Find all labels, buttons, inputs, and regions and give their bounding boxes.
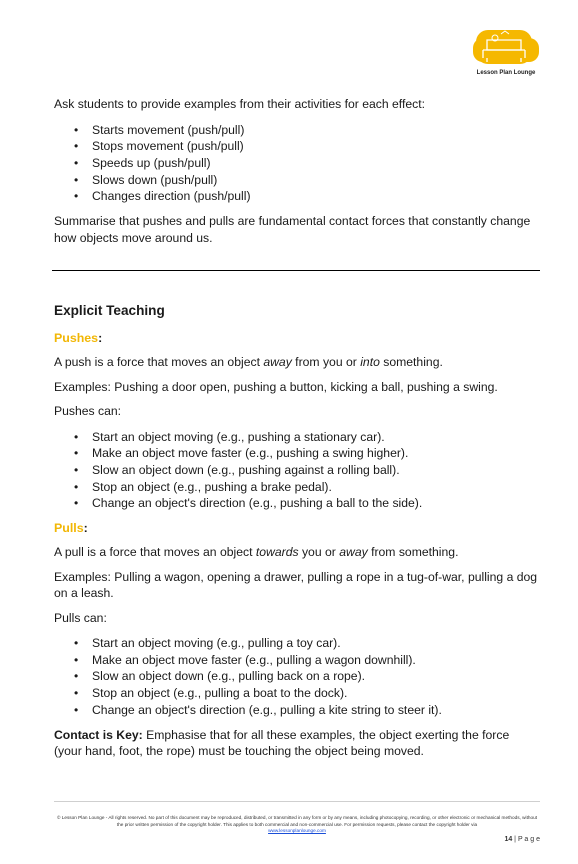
list-item: • Stops movement (push/pull) <box>54 138 540 155</box>
list-item: • Start an object moving (e.g., pushing a stationary car). <box>54 429 540 446</box>
copyright-text: © Lesson Plan Lounge - All rights reserved. No part of this document may be reproduced, distributed, or transmitted in any form or by any means, including photocopying, recording, or other electronic or mechanical methods, without the prior written permission of the copyright holder. This applies to both commercial and non-commercial use. For permission requests, please contact the copyright holder via <box>56 815 537 827</box>
list-item: • Make an object move faster (e.g., pushing a swing higher). <box>54 445 540 462</box>
pulls-list <box>54 635 540 719</box>
list-item: • Starts movement (push/pull) <box>54 122 540 139</box>
list-item: • Stop an object (e.g., pushing a brake pedal). <box>54 479 540 496</box>
list-item: • Make an object move faster (e.g., pulling a wagon downhill). <box>54 652 540 669</box>
pulls-subheading <box>54 520 540 536</box>
pulls-def-text: A pull is a force that moves an object <box>54 545 256 560</box>
pushes-definition <box>54 354 540 371</box>
list-item: • Start an object moving (e.g., pulling a toy car). <box>54 635 540 652</box>
pushes-def-text: A push is a force that moves an object <box>54 355 264 370</box>
pulls-def-text: you or <box>298 545 340 560</box>
pulls-definition <box>54 544 540 561</box>
list-item: • Slow an object down (e.g., pushing against a rolling ball). <box>54 462 540 479</box>
section-divider <box>52 270 540 271</box>
pushes-subheading <box>54 330 540 346</box>
pulls-def-text: from something. <box>367 545 459 560</box>
contact-is-key <box>54 727 540 760</box>
section-heading: Explicit Teaching <box>54 303 165 319</box>
page-number <box>480 836 540 843</box>
pushes-can-label: Pushes can: <box>54 404 122 419</box>
pushes-label: Pushes <box>54 331 99 346</box>
pushes-examples: Examples: Pushing a door open, pushing a button, kicking a ball, pushing a swing. <box>54 379 498 394</box>
pushes-def-text: something. <box>379 355 443 370</box>
pushes-def-emphasis: away <box>263 355 292 370</box>
logo-text: Lesson Plan Lounge <box>476 70 536 76</box>
footer-divider <box>54 801 540 802</box>
list-item: • Slow an object down (e.g., pulling back on a rope). <box>54 668 540 685</box>
page-content <box>54 96 540 760</box>
intro-prompt: Ask students to provide examples from their activities for each effect: <box>54 97 425 111</box>
pulls-label: Pulls <box>54 521 84 536</box>
pulls-colon: : <box>83 521 88 536</box>
pushes-list <box>54 429 540 513</box>
copyright-notice <box>54 815 540 835</box>
website-link[interactable]: www.lessonplanlounge.com <box>268 828 326 834</box>
list-item: • Changes direction (push/pull) <box>54 188 540 205</box>
contact-text: Emphasise that for all these examples, the object exerting the force (your hand, foot, the rope) must be touching the object being moved. <box>54 727 510 759</box>
pushes-def-emphasis: into <box>360 355 380 370</box>
pulls-can-label: Pulls can: <box>54 610 107 625</box>
pushes-def-text: from you or <box>291 355 361 370</box>
list-item: • Slows down (push/pull) <box>54 172 540 189</box>
intro-summary: Summarise that pushes and pulls are fundamental contact forces that constantly change how objects move around us. <box>54 214 531 245</box>
contact-label: Contact is Key: <box>54 727 143 742</box>
pulls-examples: Examples: Pulling a wagon, opening a drawer, pulling a rope in a tug-of-war, pulling a dog on a leash. <box>54 569 538 601</box>
sofa-logo-icon <box>473 26 539 68</box>
pulls-def-emphasis: towards <box>255 545 299 560</box>
page-number-value: 14 <box>504 836 513 843</box>
list-item: • Speeds up (push/pull) <box>54 155 540 172</box>
pushes-colon: : <box>98 331 103 346</box>
page-label: | P a g e <box>512 836 540 843</box>
list-item: • Stop an object (e.g., pulling a boat to the dock). <box>54 685 540 702</box>
list-item: • Change an object's direction (e.g., pushing a ball to the side). <box>54 495 540 512</box>
pulls-def-emphasis: away <box>339 545 368 560</box>
effects-list <box>54 122 540 206</box>
lesson-plan-lounge-logo <box>470 26 542 84</box>
list-item: • Change an object's direction (e.g., pulling a kite string to steer it). <box>54 702 540 719</box>
